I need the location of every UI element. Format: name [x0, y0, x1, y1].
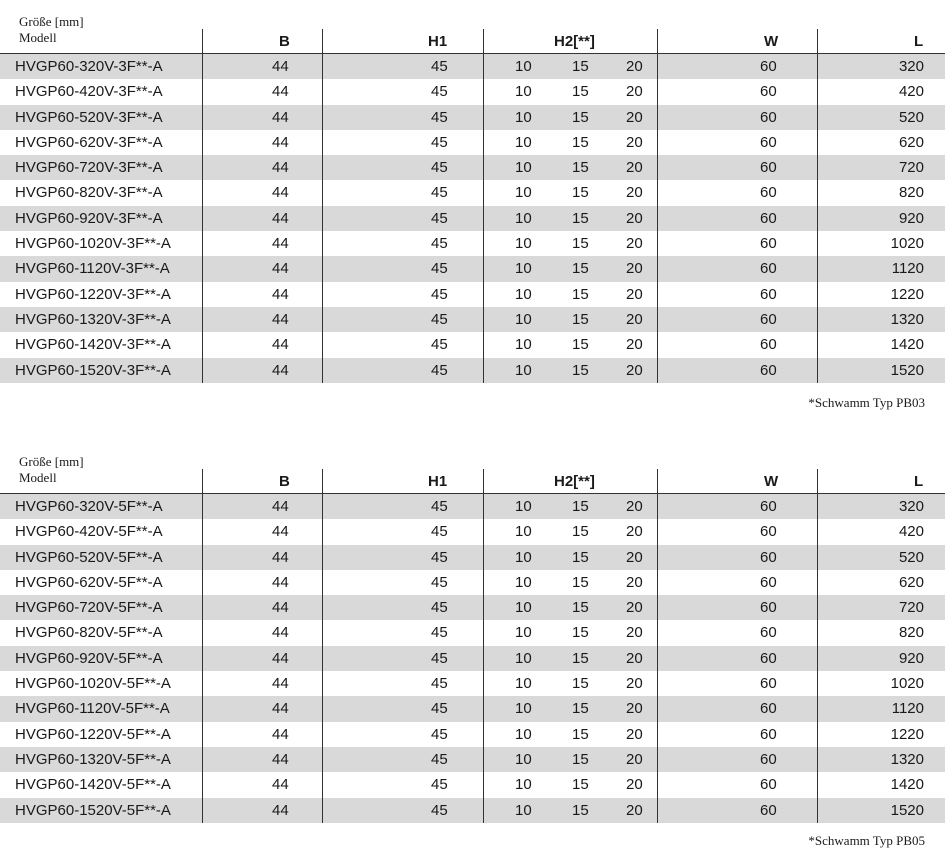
table-header [0, 452, 945, 494]
cell-l: 720 [898, 599, 924, 617]
cell-b: 44 [272, 801, 289, 819]
cell-l: 320 [898, 58, 924, 75]
cell-b: 44 [272, 624, 289, 642]
model-cell: HVGP60-1420V-3F**-A [15, 336, 171, 354]
model-cell: HVGP60-820V-3F**-A [15, 184, 163, 202]
cell-h2-min: 10 [515, 133, 532, 151]
table-row [0, 722, 945, 747]
cell-w: 60 [760, 675, 777, 693]
cell-h2-min: 10 [515, 649, 532, 667]
cell-h2-min: 10 [515, 801, 532, 819]
header-divider [483, 469, 484, 494]
cell-h2-mid: 15 [572, 83, 589, 101]
model-cell: HVGP60-1020V-3F**-A [15, 235, 171, 253]
cell-h1: 45 [431, 700, 448, 718]
cell-l: 920 [898, 209, 924, 227]
cell-h1: 45 [431, 801, 448, 819]
model-cell: HVGP60-1220V-5F**-A [15, 725, 171, 743]
cell-l: 1220 [890, 725, 924, 743]
cell-h2-max: 20 [626, 750, 643, 768]
model-cell: HVGP60-520V-5F**-A [15, 548, 163, 566]
table-row [0, 231, 945, 256]
cell-h2-max: 20 [626, 133, 643, 151]
cell-l: 1520 [890, 361, 924, 379]
cell-l: 1420 [890, 776, 924, 794]
model-cell: HVGP60-1520V-5F**-A [15, 801, 171, 819]
cell-l: 420 [898, 523, 924, 541]
cell-w: 60 [760, 285, 777, 303]
cell-h1: 45 [431, 310, 448, 328]
cell-w: 60 [760, 573, 777, 591]
cell-h1: 45 [431, 548, 448, 566]
cell-h1: 45 [431, 725, 448, 743]
model-cell: HVGP60-1120V-5F**-A [15, 700, 170, 718]
cell-h2-max: 20 [626, 700, 643, 718]
cell-h2-min: 10 [515, 599, 532, 617]
column-header-h1: H1 [428, 473, 448, 490]
cell-b: 44 [272, 700, 289, 718]
cell-b: 44 [272, 649, 289, 667]
cell-h2-mid: 15 [572, 361, 589, 379]
cell-h2-min: 10 [515, 336, 532, 354]
cell-w: 60 [760, 260, 777, 278]
column-header-b: B [279, 473, 290, 490]
model-label: Modell [19, 30, 57, 45]
cell-b: 44 [272, 573, 289, 591]
cell-h2-min: 10 [515, 209, 532, 227]
cell-w: 60 [760, 361, 777, 379]
cell-h2-mid: 15 [572, 336, 589, 354]
model-cell: HVGP60-1420V-5F**-A [15, 776, 171, 794]
table-row [0, 282, 945, 307]
cell-l: 1020 [890, 235, 924, 253]
cell-h2-mid: 15 [572, 776, 589, 794]
cell-h2-mid: 15 [572, 548, 589, 566]
cell-h2-mid: 15 [572, 310, 589, 328]
column-header-b: B [279, 33, 290, 50]
cell-b: 44 [272, 725, 289, 743]
cell-h2-mid: 15 [572, 523, 589, 541]
cell-h2-max: 20 [626, 361, 643, 379]
cell-l: 1520 [890, 801, 924, 819]
table-row [0, 570, 945, 595]
cell-h2-max: 20 [626, 523, 643, 541]
table-row [0, 54, 945, 79]
cell-h1: 45 [431, 108, 448, 126]
cell-h2-max: 20 [626, 599, 643, 617]
cell-w: 60 [760, 801, 777, 819]
cell-w: 60 [760, 58, 777, 75]
cell-w: 60 [760, 599, 777, 617]
header-divider [202, 29, 203, 54]
model-cell: HVGP60-520V-3F**-A [15, 108, 163, 126]
cell-h1: 45 [431, 159, 448, 177]
cell-w: 60 [760, 159, 777, 177]
cell-h2-mid: 15 [572, 624, 589, 642]
cell-h1: 45 [431, 184, 448, 202]
footnote: *Schwamm Typ PB03 [808, 395, 925, 410]
column-header-h2: H2[**] [554, 33, 595, 50]
spec-table-3f [0, 12, 945, 410]
cell-w: 60 [760, 523, 777, 541]
model-cell: HVGP60-1020V-5F**-A [15, 675, 171, 693]
header-divider [202, 469, 203, 494]
column-header-w: W [764, 33, 779, 50]
cell-w: 60 [760, 184, 777, 202]
table-row [0, 646, 945, 671]
cell-w: 60 [760, 83, 777, 101]
cell-w: 60 [760, 624, 777, 642]
column-header-h2: H2[**] [554, 473, 595, 490]
cell-h2-min: 10 [515, 750, 532, 768]
cell-h2-min: 10 [515, 725, 532, 743]
cell-h2-mid: 15 [572, 599, 589, 617]
model-cell: HVGP60-720V-3F**-A [15, 159, 163, 177]
cell-h2-max: 20 [626, 209, 643, 227]
cell-h2-min: 10 [515, 310, 532, 328]
cell-h2-min: 10 [515, 285, 532, 303]
cell-h1: 45 [431, 750, 448, 768]
model-cell: HVGP60-1320V-3F**-A [15, 310, 171, 328]
cell-h2-mid: 15 [572, 750, 589, 768]
cell-b: 44 [272, 285, 289, 303]
model-cell: HVGP60-620V-3F**-A [15, 133, 163, 151]
header-divider [657, 29, 658, 54]
cell-h2-max: 20 [626, 336, 643, 354]
table-row [0, 256, 945, 281]
cell-h1: 45 [431, 573, 448, 591]
column-divider [483, 54, 484, 383]
table-row [0, 307, 945, 332]
cell-h2-mid: 15 [572, 184, 589, 202]
cell-h2-mid: 15 [572, 285, 589, 303]
table-row [0, 155, 945, 180]
cell-h2-min: 10 [515, 523, 532, 541]
column-divider [817, 494, 818, 823]
cell-b: 44 [272, 184, 289, 202]
cell-h2-min: 10 [515, 573, 532, 591]
table-row [0, 180, 945, 205]
table-row [0, 130, 945, 155]
cell-l: 1320 [890, 310, 924, 328]
cell-b: 44 [272, 133, 289, 151]
table-row [0, 494, 945, 519]
cell-h1: 45 [431, 285, 448, 303]
cell-b: 44 [272, 260, 289, 278]
table-row [0, 206, 945, 231]
table-body [0, 494, 945, 823]
column-divider [483, 494, 484, 823]
cell-h2-mid: 15 [572, 58, 589, 75]
cell-h2-mid: 15 [572, 159, 589, 177]
model-cell: HVGP60-420V-5F**-A [15, 523, 163, 541]
cell-w: 60 [760, 776, 777, 794]
cell-l: 820 [898, 184, 924, 202]
cell-b: 44 [272, 58, 289, 75]
cell-b: 44 [272, 235, 289, 253]
cell-h2-max: 20 [626, 548, 643, 566]
cell-h2-max: 20 [626, 285, 643, 303]
cell-h2-min: 10 [515, 548, 532, 566]
column-divider [817, 54, 818, 383]
cell-h2-min: 10 [515, 235, 532, 253]
cell-l: 1320 [890, 750, 924, 768]
cell-h2-mid: 15 [572, 573, 589, 591]
cell-w: 60 [760, 310, 777, 328]
header-divider [657, 469, 658, 494]
cell-h1: 45 [431, 361, 448, 379]
cell-w: 60 [760, 235, 777, 253]
table-row [0, 772, 945, 797]
cell-h1: 45 [431, 336, 448, 354]
column-divider [202, 54, 203, 383]
cell-l: 820 [898, 624, 924, 642]
cell-b: 44 [272, 361, 289, 379]
cell-h2-max: 20 [626, 83, 643, 101]
column-header-l: L [914, 473, 924, 490]
cell-h2-max: 20 [626, 159, 643, 177]
cell-h2-max: 20 [626, 573, 643, 591]
cell-h2-max: 20 [626, 725, 643, 743]
cell-b: 44 [272, 336, 289, 354]
column-divider [202, 494, 203, 823]
cell-l: 720 [898, 159, 924, 177]
cell-h1: 45 [431, 260, 448, 278]
model-cell: HVGP60-1220V-3F**-A [15, 285, 171, 303]
cell-h1: 45 [431, 83, 448, 101]
cell-h1: 45 [431, 599, 448, 617]
table-row [0, 105, 945, 130]
cell-l: 920 [898, 649, 924, 667]
cell-l: 420 [898, 83, 924, 101]
cell-b: 44 [272, 548, 289, 566]
cell-b: 44 [272, 750, 289, 768]
cell-b: 44 [272, 209, 289, 227]
header-divider [817, 469, 818, 494]
cell-b: 44 [272, 83, 289, 101]
cell-h2-min: 10 [515, 361, 532, 379]
column-header-h1: H1 [428, 33, 448, 50]
cell-w: 60 [760, 548, 777, 566]
table-row [0, 545, 945, 570]
cell-h2-mid: 15 [572, 260, 589, 278]
cell-h2-max: 20 [626, 58, 643, 75]
cell-h2-mid: 15 [572, 133, 589, 151]
column-divider [322, 54, 323, 383]
cell-w: 60 [760, 108, 777, 126]
column-header-w: W [764, 473, 779, 490]
table-row [0, 747, 945, 772]
cell-h2-min: 10 [515, 159, 532, 177]
cell-l: 1020 [890, 675, 924, 693]
cell-h2-max: 20 [626, 498, 643, 515]
cell-h2-min: 10 [515, 58, 532, 75]
cell-h2-min: 10 [515, 498, 532, 515]
header-divider [322, 469, 323, 494]
cell-w: 60 [760, 498, 777, 515]
column-divider [322, 494, 323, 823]
table-row [0, 595, 945, 620]
table-header [0, 12, 945, 54]
cell-h2-min: 10 [515, 260, 532, 278]
cell-h1: 45 [431, 649, 448, 667]
cell-h2-mid: 15 [572, 649, 589, 667]
table-row [0, 696, 945, 721]
table-row [0, 519, 945, 544]
cell-h2-max: 20 [626, 310, 643, 328]
cell-h2-min: 10 [515, 776, 532, 794]
header-divider [322, 29, 323, 54]
cell-h2-mid: 15 [572, 675, 589, 693]
model-cell: HVGP60-420V-3F**-A [15, 83, 163, 101]
cell-h2-mid: 15 [572, 209, 589, 227]
model-cell: HVGP60-820V-5F**-A [15, 624, 163, 642]
cell-h2-mid: 15 [572, 700, 589, 718]
model-cell: HVGP60-1520V-3F**-A [15, 361, 171, 379]
cell-h2-mid: 15 [572, 725, 589, 743]
spec-table-5f [0, 452, 945, 848]
cell-b: 44 [272, 498, 289, 515]
cell-w: 60 [760, 750, 777, 768]
cell-h1: 45 [431, 58, 448, 75]
size-label: Größe [mm] [19, 454, 84, 469]
cell-h2-max: 20 [626, 776, 643, 794]
cell-h2-max: 20 [626, 675, 643, 693]
model-cell: HVGP60-920V-5F**-A [15, 649, 163, 667]
model-cell: HVGP60-1320V-5F**-A [15, 750, 171, 768]
cell-w: 60 [760, 209, 777, 227]
cell-h2-min: 10 [515, 700, 532, 718]
column-divider [657, 54, 658, 383]
cell-h2-min: 10 [515, 675, 532, 693]
cell-h2-min: 10 [515, 83, 532, 101]
cell-l: 620 [898, 573, 924, 591]
cell-b: 44 [272, 108, 289, 126]
cell-w: 60 [760, 133, 777, 151]
cell-l: 1220 [890, 285, 924, 303]
cell-h2-mid: 15 [572, 235, 589, 253]
cell-h1: 45 [431, 675, 448, 693]
cell-h1: 45 [431, 776, 448, 794]
table-row [0, 620, 945, 645]
cell-w: 60 [760, 649, 777, 667]
header-divider [817, 29, 818, 54]
cell-l: 520 [898, 548, 924, 566]
cell-h2-max: 20 [626, 108, 643, 126]
cell-h1: 45 [431, 209, 448, 227]
table-row [0, 671, 945, 696]
model-cell: HVGP60-1120V-3F**-A [15, 260, 170, 278]
cell-h2-max: 20 [626, 649, 643, 667]
model-cell: HVGP60-720V-5F**-A [15, 599, 163, 617]
table-row [0, 332, 945, 357]
column-divider [657, 494, 658, 823]
model-cell: HVGP60-620V-5F**-A [15, 573, 163, 591]
cell-h2-max: 20 [626, 184, 643, 202]
cell-b: 44 [272, 599, 289, 617]
cell-h1: 45 [431, 624, 448, 642]
cell-b: 44 [272, 776, 289, 794]
table-row [0, 79, 945, 104]
cell-b: 44 [272, 159, 289, 177]
table-body [0, 54, 945, 383]
model-cell: HVGP60-320V-5F**-A [15, 498, 163, 515]
cell-h1: 45 [431, 498, 448, 515]
cell-b: 44 [272, 675, 289, 693]
cell-h1: 45 [431, 523, 448, 541]
cell-h2-max: 20 [626, 801, 643, 819]
cell-h2-min: 10 [515, 108, 532, 126]
cell-l: 1120 [891, 260, 924, 278]
cell-l: 620 [898, 133, 924, 151]
cell-b: 44 [272, 310, 289, 328]
size-label: Größe [mm] [19, 14, 84, 29]
table-row [0, 798, 945, 823]
cell-h2-mid: 15 [572, 801, 589, 819]
header-divider [483, 29, 484, 54]
cell-h1: 45 [431, 133, 448, 151]
cell-h2-max: 20 [626, 235, 643, 253]
cell-h2-mid: 15 [572, 108, 589, 126]
footnote: *Schwamm Typ PB05 [808, 833, 925, 848]
cell-w: 60 [760, 725, 777, 743]
table-row [0, 358, 945, 383]
model-cell: HVGP60-320V-3F**-A [15, 58, 163, 75]
cell-l: 1120 [891, 700, 924, 718]
cell-l: 520 [898, 108, 924, 126]
model-label: Modell [19, 470, 57, 485]
model-cell: HVGP60-920V-3F**-A [15, 209, 163, 227]
cell-h2-min: 10 [515, 184, 532, 202]
cell-w: 60 [760, 700, 777, 718]
cell-l: 320 [898, 498, 924, 515]
cell-h2-max: 20 [626, 624, 643, 642]
cell-l: 1420 [890, 336, 924, 354]
cell-h2-max: 20 [626, 260, 643, 278]
cell-w: 60 [760, 336, 777, 354]
cell-b: 44 [272, 523, 289, 541]
cell-h1: 45 [431, 235, 448, 253]
cell-h2-min: 10 [515, 624, 532, 642]
column-header-l: L [914, 33, 924, 50]
cell-h2-mid: 15 [572, 498, 589, 515]
